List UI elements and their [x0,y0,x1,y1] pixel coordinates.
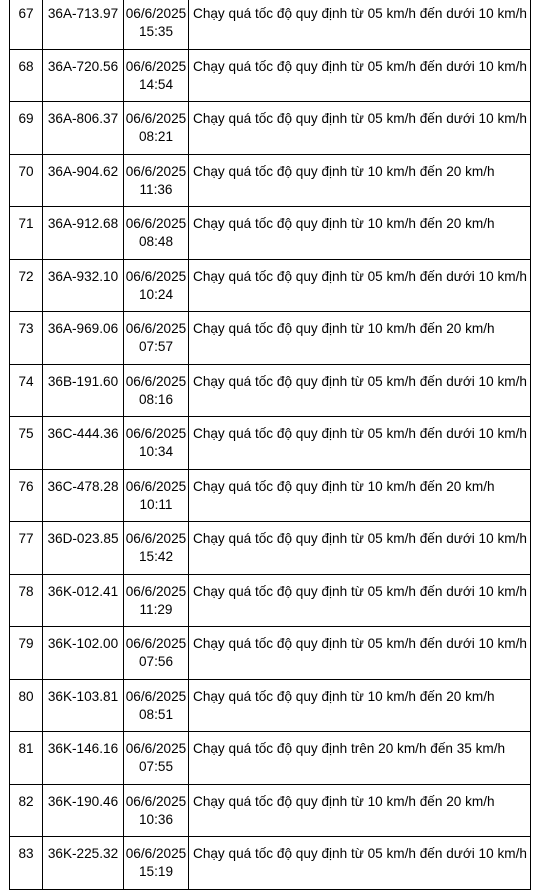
license-plate: 36A-912.68 [47,216,119,231]
plate-cell [43,364,124,417]
violation-description: Chạy quá tốc độ quy định từ 05 km/h đến dưới 10 km/h [193,268,527,284]
violation-date: 06/6/2025 [125,163,187,179]
row-index-cell [10,627,43,680]
violation-date: 06/6/2025 [125,583,187,599]
datetime-cell [124,574,189,627]
license-plate: 36A-904.62 [47,163,119,179]
violation-description: Chạy quá tốc độ quy định từ 05 km/h đến dưới 10 km/h [193,6,527,21]
table-row [10,49,531,102]
violation-description: Chạy quá tốc độ quy định từ 10 km/h đến 20 km/h [193,321,495,336]
violation-cell [189,784,531,837]
row-index: 78 [18,583,34,599]
row-index-cell [10,364,43,417]
violation-description: Chạy quá tốc độ quy định từ 05 km/h đến dưới 10 km/h [193,583,527,599]
violation-cell [189,837,531,890]
row-index: 67 [18,6,34,21]
violation-time: 07:55 [138,759,174,774]
row-index: 71 [18,216,34,231]
violation-description: Chạy quá tốc độ quy định từ 05 km/h đến dưới 10 km/h [193,111,527,126]
datetime-cell [124,837,189,890]
row-index: 81 [18,741,34,756]
datetime-cell [124,102,189,155]
row-index: 69 [18,111,34,126]
datetime-cell [124,522,189,575]
datetime-cell [124,0,189,49]
violation-time: 15:19 [138,864,174,879]
row-index-cell [10,312,43,365]
license-plate: 36K-225.32 [47,846,119,861]
datetime-cell [124,784,189,837]
violation-cell [189,469,531,522]
violation-date: 06/6/2025 [125,321,187,336]
violation-date: 06/6/2025 [125,58,187,74]
violation-cell [189,312,531,365]
license-plate: 36A-969.06 [47,321,119,336]
row-index-cell [10,837,43,890]
violation-cell [189,417,531,470]
row-index: 73 [18,321,34,336]
plate-cell [43,732,124,785]
row-index-cell [10,102,43,155]
violation-cell [189,364,531,417]
plate-cell [43,679,124,732]
plate-cell [43,469,124,522]
row-index-cell [10,784,43,837]
violation-description: Chạy quá tốc độ quy định từ 10 km/h đến 20 km/h [193,793,495,809]
violation-description: Chạy quá tốc độ quy định từ 10 km/h đến 20 km/h [193,163,495,179]
violation-time: 08:48 [138,234,174,249]
violation-description: Chạy quá tốc độ quy định từ 10 km/h đến 20 km/h [193,478,495,494]
violation-cell [189,574,531,627]
datetime-cell [124,49,189,102]
plate-cell [43,154,124,207]
plate-cell [43,102,124,155]
table-row [10,259,531,312]
violation-cell [189,207,531,260]
table-row [10,837,531,890]
violation-cell [189,102,531,155]
license-plate: 36D-023.85 [47,531,119,546]
datetime-cell [124,732,189,785]
violation-description: Chạy quá tốc độ quy định từ 10 km/h đến 20 km/h [193,216,495,231]
violation-cell [189,49,531,102]
violation-date: 06/6/2025 [125,6,187,21]
row-index-cell [10,49,43,102]
license-plate: 36K-012.41 [47,583,119,599]
license-plate: 36C-444.36 [47,426,119,441]
plate-cell [43,574,124,627]
table-row [10,732,531,785]
license-plate: 36B-191.60 [47,373,119,389]
row-index-cell [10,0,43,49]
row-index-cell [10,679,43,732]
datetime-cell [124,154,189,207]
violation-date: 06/6/2025 [125,268,187,284]
license-plate: 36K-190.46 [47,793,119,809]
datetime-cell [124,627,189,680]
row-index: 83 [18,846,34,861]
plate-cell [43,207,124,260]
datetime-cell [124,417,189,470]
plate-cell [43,784,124,837]
violation-cell [189,732,531,785]
violation-time: 10:36 [138,811,174,827]
table-row [10,312,531,365]
row-index: 68 [18,58,34,74]
violation-time: 11:29 [139,601,173,617]
table-row [10,574,531,627]
table-row [10,417,531,470]
violation-date: 06/6/2025 [125,373,187,389]
license-plate: 36C-478.28 [47,478,119,494]
violation-time: 08:21 [138,129,174,144]
violation-description: Chạy quá tốc độ quy định từ 05 km/h đến dưới 10 km/h [193,636,527,651]
row-index: 70 [18,163,34,179]
plate-cell [43,522,124,575]
violation-date: 06/6/2025 [125,741,187,756]
violation-time: 08:16 [138,391,174,407]
table-row [10,0,531,49]
violations-table [9,0,531,890]
table-row [10,102,531,155]
violation-time: 15:35 [138,24,174,39]
violation-time: 15:42 [138,549,174,564]
plate-cell [43,0,124,49]
violation-cell [189,679,531,732]
license-plate: 36A-806.37 [47,111,119,126]
table-row [10,154,531,207]
table-row [10,207,531,260]
table-row [10,627,531,680]
violation-description: Chạy quá tốc độ quy định từ 05 km/h đến dưới 10 km/h [193,426,527,441]
row-index-cell [10,259,43,312]
violation-date: 06/6/2025 [125,111,187,126]
table-row [10,469,531,522]
plate-cell [43,312,124,365]
violation-date: 06/6/2025 [125,846,187,861]
violation-cell [189,522,531,575]
row-index-cell [10,522,43,575]
violation-description: Chạy quá tốc độ quy định từ 05 km/h đến dưới 10 km/h [193,373,527,389]
violation-date: 06/6/2025 [125,793,187,809]
license-plate: 36K-103.81 [47,688,119,704]
plate-cell [43,417,124,470]
row-index-cell [10,732,43,785]
violation-date: 06/6/2025 [125,478,187,494]
license-plate: 36A-713.97 [47,6,119,21]
row-index-cell [10,207,43,260]
row-index: 74 [18,373,34,389]
violation-time: 10:24 [138,286,174,302]
table-body [10,0,531,889]
plate-cell [43,49,124,102]
violation-description: Chạy quá tốc độ quy định từ 05 km/h đến dưới 10 km/h [193,846,527,861]
row-index-cell [10,469,43,522]
row-index: 76 [18,478,34,494]
violation-time: 11:36 [139,181,173,197]
row-index: 72 [18,268,34,284]
datetime-cell [124,469,189,522]
plate-cell [43,259,124,312]
violation-date: 06/6/2025 [125,531,187,546]
violation-time: 10:34 [138,444,174,459]
license-plate: 36K-102.00 [47,636,119,651]
table-row [10,522,531,575]
datetime-cell [124,207,189,260]
violation-description: Chạy quá tốc độ quy định từ 10 km/h đến 20 km/h [193,688,495,704]
violation-description: Chạy quá tốc độ quy định trên 20 km/h đến 35 km/h [193,741,506,756]
violation-description: Chạy quá tốc độ quy định từ 05 km/h đến dưới 10 km/h [193,58,527,74]
row-index-cell [10,574,43,627]
row-index: 79 [18,636,34,651]
violation-cell [189,0,531,49]
table-row [10,679,531,732]
violation-cell [189,154,531,207]
violation-time: 08:51 [138,706,174,722]
license-plate: 36K-146.16 [47,741,119,756]
violation-time: 14:54 [138,76,174,92]
row-index: 75 [18,426,34,441]
license-plate: 36A-932.10 [47,268,119,284]
datetime-cell [124,312,189,365]
violation-description: Chạy quá tốc độ quy định từ 05 km/h đến dưới 10 km/h [193,531,527,546]
datetime-cell [124,679,189,732]
row-index: 77 [18,531,34,546]
violation-time: 07:57 [138,339,174,354]
violation-date: 06/6/2025 [125,216,187,231]
plate-cell [43,627,124,680]
violation-time: 07:56 [138,654,174,669]
table-row [10,364,531,417]
table-row [10,784,531,837]
row-index: 80 [18,688,34,704]
violation-date: 06/6/2025 [125,688,187,704]
violation-cell [189,627,531,680]
datetime-cell [124,364,189,417]
violation-date: 06/6/2025 [125,426,187,441]
plate-cell [43,837,124,890]
row-index: 82 [18,793,34,809]
license-plate: 36A-720.56 [47,58,119,74]
violation-time: 10:11 [139,496,173,512]
datetime-cell [124,259,189,312]
row-index-cell [10,154,43,207]
row-index-cell [10,417,43,470]
violation-cell [189,259,531,312]
violation-date: 06/6/2025 [125,636,187,651]
